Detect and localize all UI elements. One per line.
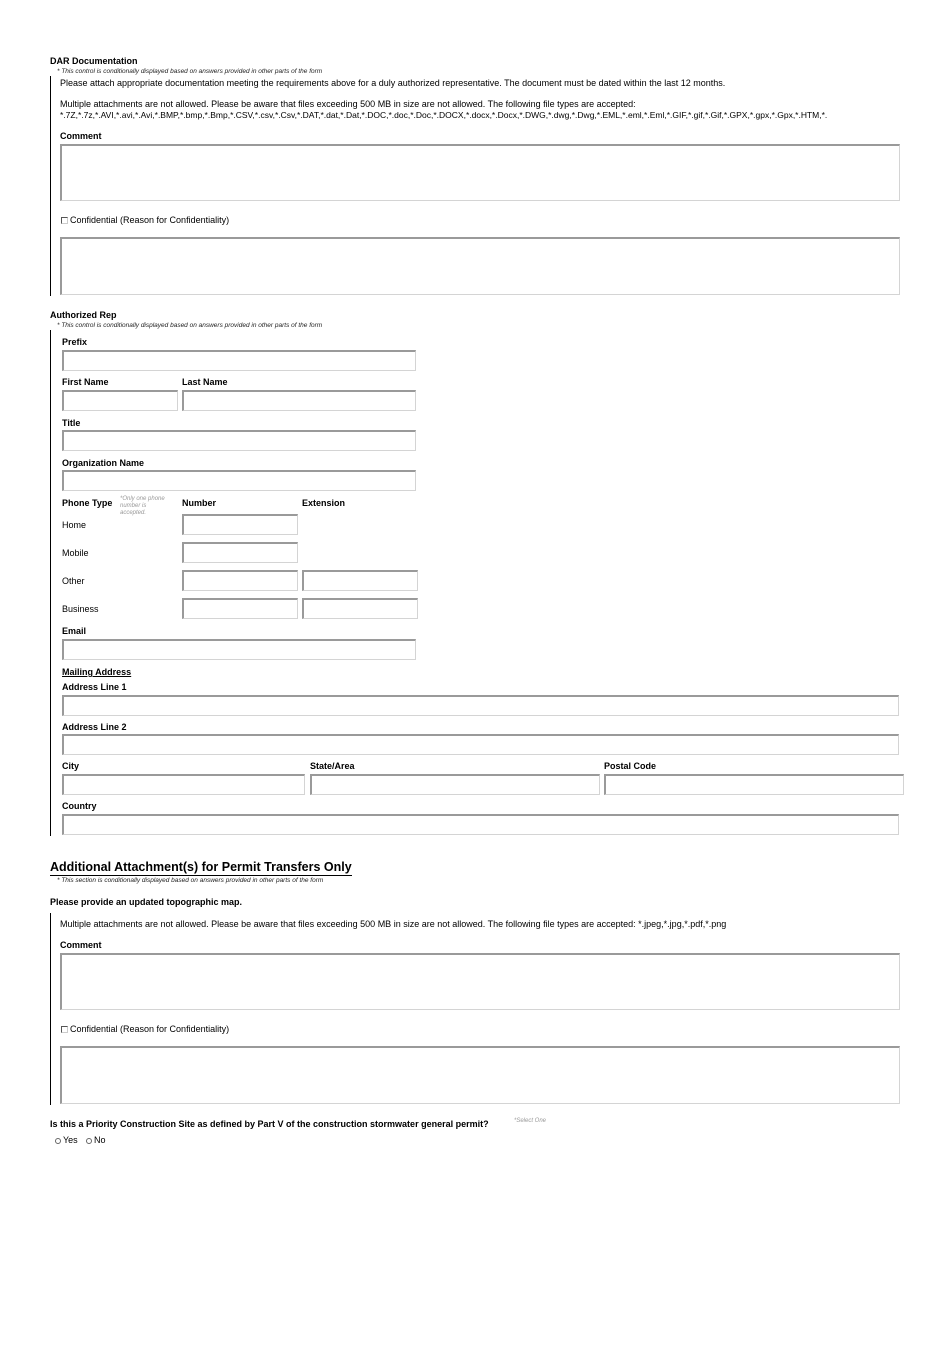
transfers-confidential-checkbox[interactable] xyxy=(61,1026,68,1033)
dar-title: DAR Documentation xyxy=(50,56,138,66)
phone-mobile-number-input[interactable] xyxy=(182,542,298,563)
organization-input[interactable] xyxy=(62,470,416,491)
first-name-input[interactable] xyxy=(62,390,178,411)
address-line2-label: Address Line 2 xyxy=(62,722,127,732)
transfers-confidential-label: Confidential (Reason for Confidentiality) xyxy=(70,1024,230,1034)
phone-type-business: Business xyxy=(62,604,99,614)
priority-yes-label: Yes xyxy=(63,1135,78,1145)
topographic-map-question: Please provide an updated topographic map. xyxy=(50,897,243,907)
phone-business-number-input[interactable] xyxy=(182,598,298,619)
postal-code-label: Postal Code xyxy=(604,761,657,771)
email-input[interactable] xyxy=(62,639,416,660)
dar-comment-label: Comment xyxy=(60,131,102,141)
rep-title: Authorized Rep xyxy=(50,310,117,320)
transfers-comment-label: Comment xyxy=(60,940,102,950)
phone-type-other: Other xyxy=(62,576,85,586)
prefix-label: Prefix xyxy=(62,337,88,347)
address-line1-label: Address Line 1 xyxy=(62,682,127,692)
extension-label: Extension xyxy=(302,498,346,508)
dar-section-bar xyxy=(50,76,51,296)
dar-confidential-textarea[interactable] xyxy=(60,237,900,295)
dar-conditional-note: * This control is conditionally displayed based on answers provided in other parts of the form xyxy=(57,68,323,75)
transfers-section-bar xyxy=(50,913,51,1105)
phone-business-extension-input[interactable] xyxy=(302,598,418,619)
country-input[interactable] xyxy=(62,814,899,835)
number-label: Number xyxy=(182,498,217,508)
dar-attachment-rules: Multiple attachments are not allowed. Please be aware that files exceeding 500 MB in size are not allowed. The following file types are accepted: xyxy=(60,99,636,109)
rep-section-bar xyxy=(50,330,51,836)
transfers-comment-textarea[interactable] xyxy=(60,953,900,1010)
address-line2-input[interactable] xyxy=(62,734,899,755)
transfers-section-title: Additional Attachment(s) for Permit Transfers Only xyxy=(50,860,352,874)
priority-select-hint: *Select One xyxy=(514,1118,547,1124)
rep-conditional-note: * This control is conditionally displayed based on answers provided in other parts of the form xyxy=(57,322,323,329)
state-label: State/Area xyxy=(310,761,355,771)
email-label: Email xyxy=(62,626,87,636)
priority-yes-radio[interactable] xyxy=(55,1138,61,1144)
phone-type-home: Home xyxy=(62,520,87,530)
dar-confidential-checkbox[interactable] xyxy=(61,217,68,224)
first-name-label: First Name xyxy=(62,377,109,387)
phone-home-number-input[interactable] xyxy=(182,514,298,535)
city-label: City xyxy=(62,761,80,771)
city-input[interactable] xyxy=(62,774,305,795)
dar-confidential-label: Confidential (Reason for Confidentiality) xyxy=(70,215,230,225)
organization-label: Organization Name xyxy=(62,458,145,468)
last-name-input[interactable] xyxy=(182,390,416,411)
address-line1-input[interactable] xyxy=(62,695,899,716)
phone-type-mobile: Mobile xyxy=(62,548,89,558)
title-label: Title xyxy=(62,418,81,428)
country-label: Country xyxy=(62,801,97,811)
dar-file-types: *.7Z,*.7z,*.AVI,*.avi,*.Avi,*.BMP,*.bmp,*.Bmp,*.CSV,*.csv,*.Csv,*.DAT,*.dat,*.Dat,*.DOC,*.doc,*.Doc,*.DOCX,*.docx,*.Docx,*.DWG,*.dwg,*.Dwg,*.EML,*.eml,*.Eml,*.GIF,*.gif,*.Gif,*.GPX,*.gpx,*.Gpx,*.HTM,*. xyxy=(60,110,828,120)
title-input[interactable] xyxy=(62,430,416,451)
phone-type-label: Phone Type xyxy=(62,498,113,508)
priority-site-question: Is this a Priority Construction Site as defined by Part V of the construction stormwater general permit? xyxy=(50,1119,489,1129)
priority-no-label: No xyxy=(94,1135,106,1145)
dar-instructions: Please attach appropriate documentation meeting the requirements above for a duly authorized representative. The document must be dated within the last 12 months. xyxy=(60,78,726,88)
phone-other-extension-input[interactable] xyxy=(302,570,418,591)
transfers-confidential-textarea[interactable] xyxy=(60,1046,900,1104)
mailing-address-heading: Mailing Address xyxy=(62,667,132,677)
prefix-input[interactable] xyxy=(62,350,416,371)
phone-hint: *Only one phone number is accepted. xyxy=(120,496,165,516)
priority-no-radio[interactable] xyxy=(86,1138,92,1144)
state-input[interactable] xyxy=(310,774,600,795)
postal-code-input[interactable] xyxy=(604,774,904,795)
transfers-conditional-note: * This section is conditionally displayed based on answers provided in other parts of the form xyxy=(57,877,324,884)
dar-comment-textarea[interactable] xyxy=(60,144,900,201)
transfers-attachment-rules: Multiple attachments are not allowed. Please be aware that files exceeding 500 MB in size are not allowed. The following file types are accepted: *.jpeg,*.jpg,*.pdf,*.png xyxy=(60,919,727,929)
phone-other-number-input[interactable] xyxy=(182,570,298,591)
last-name-label: Last Name xyxy=(182,377,228,387)
